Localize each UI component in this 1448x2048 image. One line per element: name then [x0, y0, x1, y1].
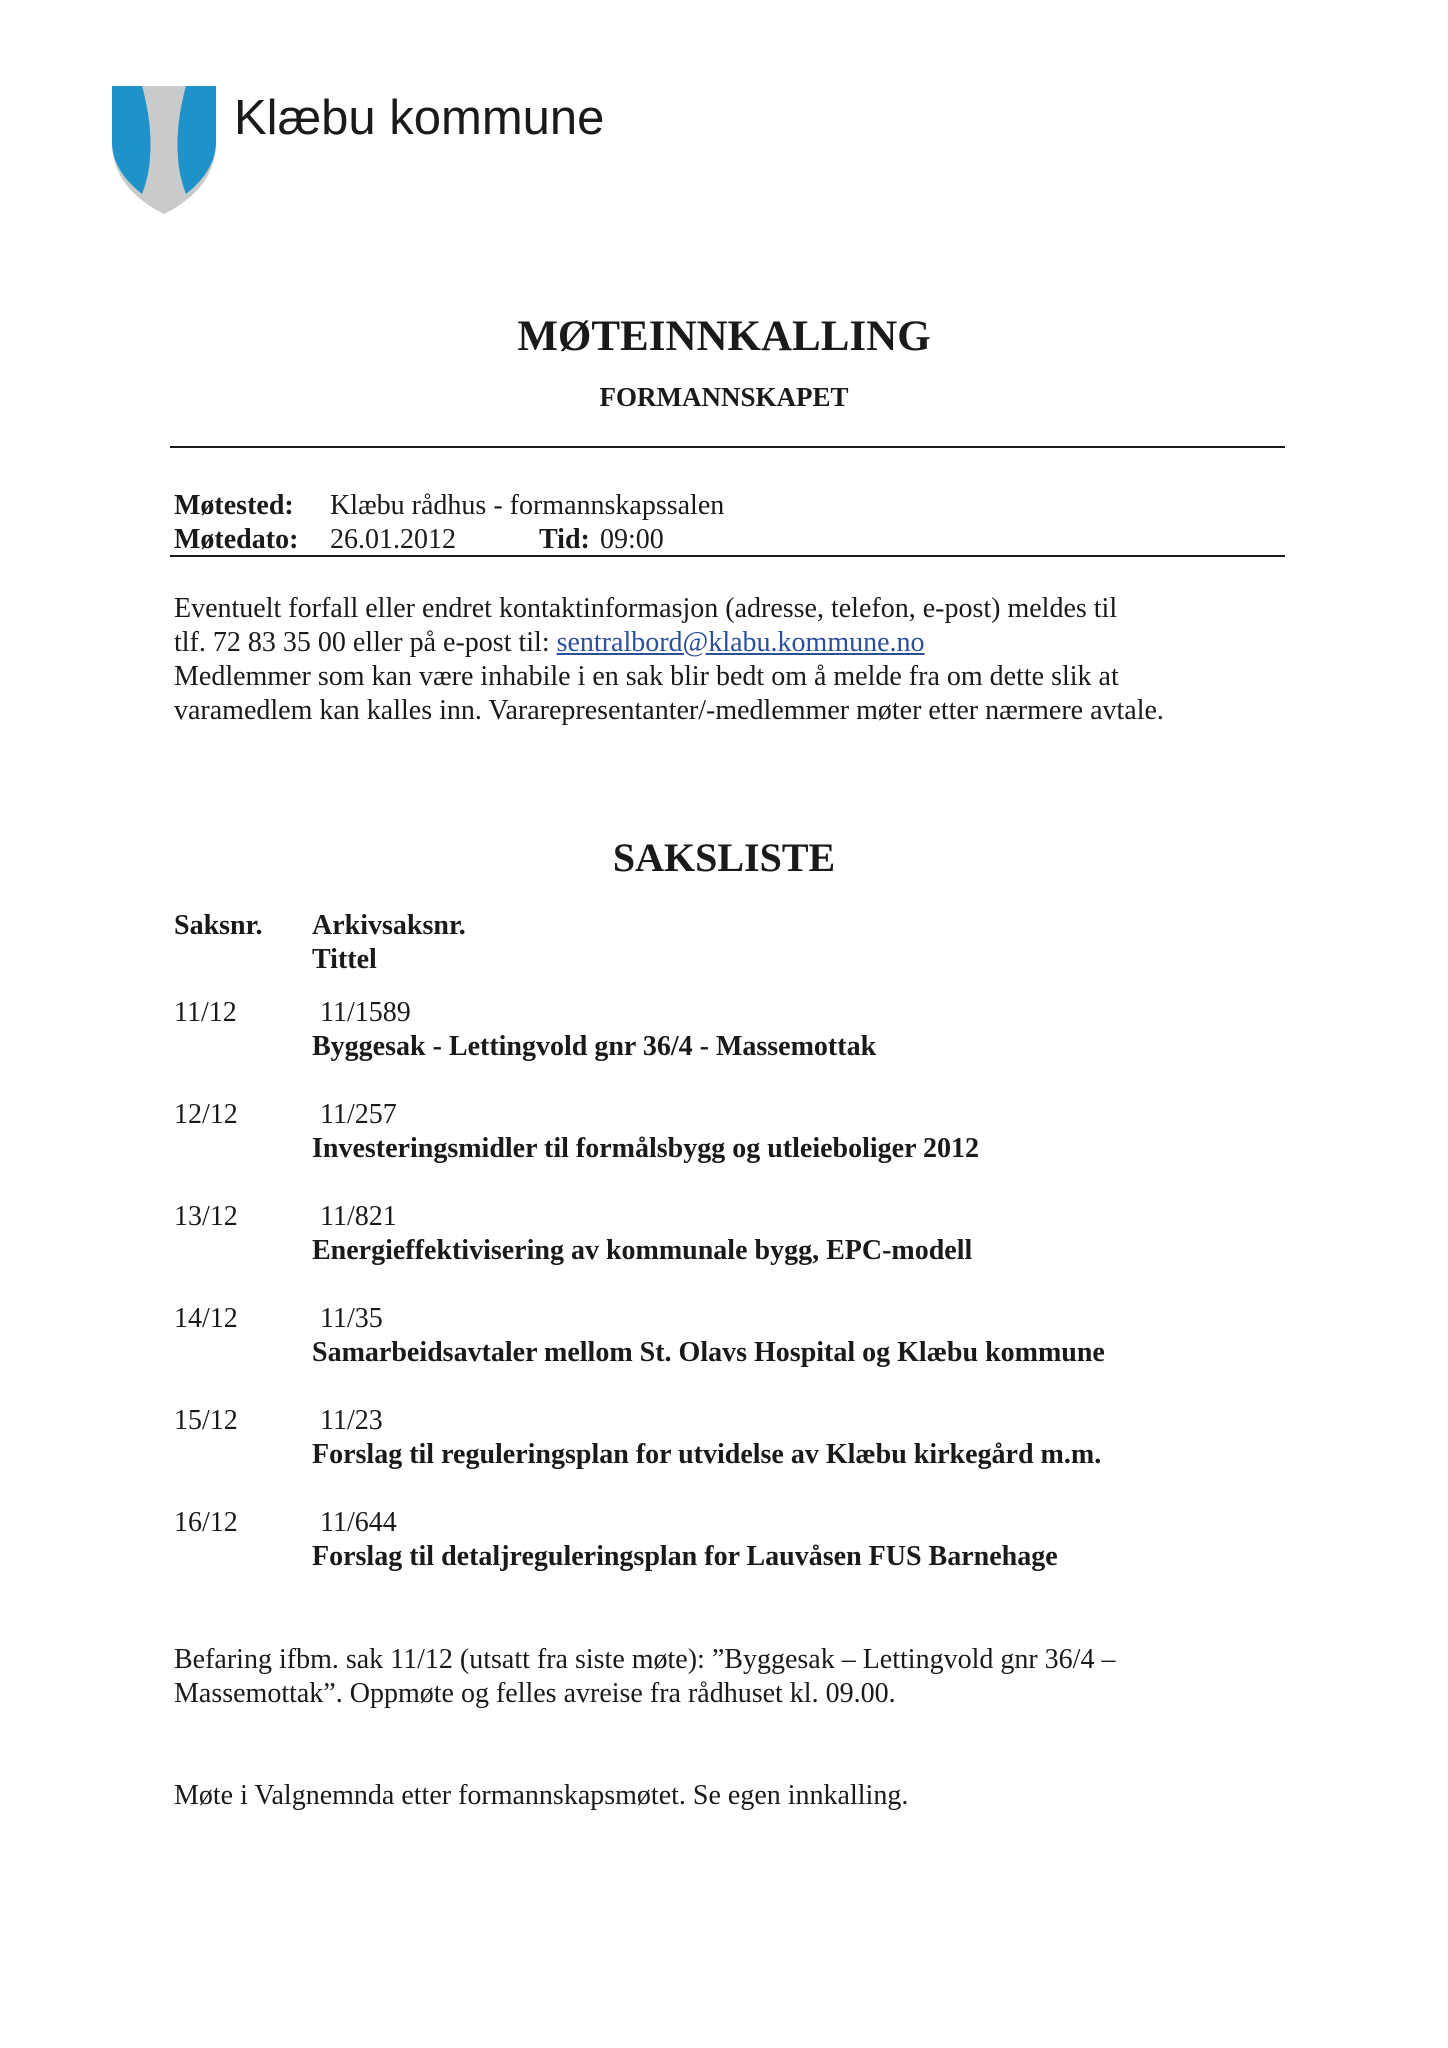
notice-phone-text: tlf. 72 83 35 00 eller på e-post til:: [174, 627, 557, 658]
archive-number: 11/35: [320, 1303, 383, 1334]
archive-number: 11/644: [320, 1507, 397, 1538]
election-committee-note: [174, 1779, 1294, 1813]
divider-top: [170, 446, 1285, 448]
email-link[interactable]: sentralbord@klabu.kommune.no: [556, 627, 925, 658]
document-title: MØTEINNKALLING: [517, 313, 931, 360]
case-title: Forslag til detaljreguleringsplan for Lauvåsen FUS Barnehage: [312, 1541, 1058, 1572]
meeting-time-label: Tid:: [539, 524, 590, 555]
divider-meeting-info: [170, 555, 1285, 557]
notice-paragraph: [174, 592, 1294, 728]
agenda-item: [174, 1303, 1294, 1373]
notice-line: varamedlem kan kalles inn. Vararepresentanter/-medlemmer møter etter nærmere avtale.: [174, 695, 1164, 726]
meeting-place-value: Klæbu rådhus - formannskapssalen: [330, 490, 725, 521]
agenda-title: SAKSLISTE: [612, 835, 836, 880]
notice-line: [174, 626, 1294, 660]
archive-number: 11/257: [320, 1099, 397, 1130]
column-header-tittel: Tittel: [312, 944, 377, 975]
site-visit-note: [174, 1643, 1294, 1711]
case-number: 11/12: [174, 997, 237, 1028]
agenda-item: [174, 1099, 1294, 1169]
meeting-date-value: 26.01.2012: [330, 524, 456, 555]
case-number: 15/12: [174, 1405, 238, 1436]
municipality-name: Klæbu kommune: [234, 91, 605, 145]
notice-line: Medlemmer som kan være inhabile i en sak blir bedt om å melde fra om dette slik at: [174, 661, 1119, 692]
case-title: Byggesak - Lettingvold gnr 36/4 - Massemottak: [312, 1031, 877, 1062]
committee-name: FORMANNSKAPET: [599, 382, 849, 412]
case-number: 12/12: [174, 1099, 238, 1130]
case-title: Samarbeidsavtaler mellom St. Olavs Hospital og Klæbu kommune: [312, 1337, 1105, 1368]
case-number: 13/12: [174, 1201, 238, 1232]
agenda-item: [174, 1507, 1294, 1577]
election-committee-line: Møte i Valgnemnda etter formannskapsmøtet. Se egen innkalling.: [174, 1780, 909, 1811]
notice-line: Eventuelt forfall eller endret kontaktinformasjon (adresse, telefon, e-post) meldes til: [174, 593, 1118, 624]
klaebu-coat-of-arms-icon: [112, 86, 216, 214]
case-title: Investeringsmidler til formålsbygg og utleieboliger 2012: [312, 1133, 980, 1164]
site-visit-line: Massemottak”. Oppmøte og felles avreise fra rådhuset kl. 09.00.: [174, 1678, 896, 1709]
archive-number: 11/1589: [320, 997, 411, 1028]
agenda-item: [174, 997, 1294, 1067]
case-number: 14/12: [174, 1303, 238, 1334]
archive-number: 11/821: [320, 1201, 397, 1232]
meeting-date-label: Møtedato:: [174, 524, 299, 555]
agenda-item: [174, 1405, 1294, 1475]
archive-number: 11/23: [320, 1405, 383, 1436]
meeting-time-value: 09:00: [600, 524, 664, 555]
column-header-saksnr: Saksnr.: [174, 910, 263, 941]
case-title: Forslag til reguleringsplan for utvidelse av Klæbu kirkegård m.m.: [312, 1439, 1102, 1470]
case-number: 16/12: [174, 1507, 238, 1538]
case-title: Energieffektivisering av kommunale bygg, EPC-modell: [312, 1235, 973, 1266]
agenda-item: [174, 1201, 1294, 1271]
site-visit-line: Befaring ifbm. sak 11/12 (utsatt fra siste møte): ”Byggesak – Lettingvold gnr 36/4 –: [174, 1644, 1116, 1675]
meeting-place-label: Møtested:: [174, 490, 294, 521]
column-header-arkivsaksnr: Arkivsaksnr.: [312, 910, 466, 941]
